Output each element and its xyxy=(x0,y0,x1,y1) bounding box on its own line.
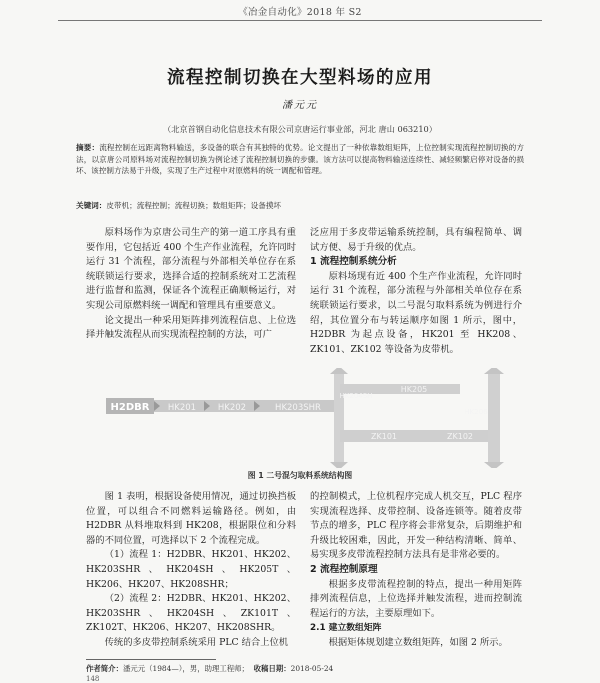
label-h2dbr: H2DBR xyxy=(110,402,150,413)
system-structure-figure xyxy=(84,368,524,468)
paragraph: （1）流程 1：H2DBR、HK201、HK202、HK203SHR、HK204SH、HK205T、HK206、HK207、HK208SHR； xyxy=(86,549,296,590)
subsection-heading: 2.1 建立数组矩阵 xyxy=(310,623,382,634)
label-hk204: HK204SH xyxy=(339,392,373,400)
section-heading: 2 流程控制原理 xyxy=(310,563,378,575)
footnote xyxy=(86,663,333,674)
vertical-band-right xyxy=(488,372,500,464)
label-hk206: HK206 xyxy=(464,408,488,416)
journal-header: 《冶金自动化》2018 年 S2 xyxy=(238,7,362,18)
article-title: 流程控制切换在大型料场的应用 xyxy=(167,68,433,88)
abstract-text: 流程控制在远距离物料输送，多设备的联合有其独特的优势。论文提出了一种依靠数组矩阵，上位控制实现流程控制切换的方法，以京唐公司原料场对流程控制切换为例论述了流程控制切换的步骤。该方法可以提高物料输送连续性、减轻频繁启停对设备的损坏、该控制方法易于升级，实现了生产过程中对原燃料的统一调配和管理。 xyxy=(76,143,525,176)
paragraph: 根据矩体规划建立数组矩阵，如图 2 所示。 xyxy=(328,636,508,648)
paragraph: 论文提出一种采用矩阵排列流程信息、上位选择并触发流程从而实现流程控制的方法，可广 xyxy=(86,314,296,341)
figure-background xyxy=(84,368,524,468)
paragraph: 原料场作为京唐公司生产的第一道工序具有重要作用，它包括近 400 个生产作业流程，允许同时运行 31 个流程，部分流程与外部相关单位存在系统联锁运行要求，选择合适的控制系统对工艺流程进行监督和监测，保证各个流程正确顺畅运行，对实现公司原燃料统一调配和管理具有重要意义。 xyxy=(86,227,296,311)
label-zk102: ZK102 xyxy=(447,432,473,441)
author: 潘元元 xyxy=(282,100,318,111)
footnote-rule xyxy=(86,659,216,660)
paragraph: 传统的多皮带控制系统采用 PLC 结合上位机 xyxy=(104,636,289,648)
column-right-top xyxy=(310,226,522,357)
footnote-label: 作者简介： xyxy=(86,664,123,673)
section-heading: 1 流程控制系统分析 xyxy=(310,256,397,268)
paragraph: 根据多皮带流程控制的特点，提出一种用矩阵排列流程信息，上位选择并触发流程，进而控制流程运行的方法，主要原理如下。 xyxy=(310,578,522,619)
label-hk203: HK203SHR xyxy=(275,403,321,413)
paragraph: 的控制模式，上位机程序完成人机交互，PLC 程序实现流程选择、皮带控制、设备连锁等。随着皮带节点的增多，PLC 程序将会非常复杂，后期维护和升级比较困难，因此，开发一种结构清晰、简单、易实现多皮带流程控制方法具有是非常必要的。 xyxy=(310,491,522,561)
paragraph: 原料场现有近 400 个生产作业流程，允许同时运行 31 个流程，部分流程与外部相关单位存在系统联锁运行要求，以二号混匀取料系统为例进行介绍，其位置分布与转运顺序如图 1 所示，图中，H2DBR 为起点设备，HK201 至 HK208、ZK101、ZK102 等设备为皮带机。 xyxy=(310,270,522,355)
keywords-text: 皮带机；流程控制；流程切换；数组矩阵；设备摸坏 xyxy=(106,201,282,210)
footnote-text: 潘元元（1984—），男，助理工程师； xyxy=(122,664,249,673)
column-right-bottom xyxy=(310,490,522,651)
affiliation: （北京首钢自动化信息技术有限公司京唐运行事业部，河北 唐山 063210） xyxy=(163,124,437,134)
received-label: 收稿日期： xyxy=(253,664,291,673)
abstract xyxy=(76,142,524,177)
column-left-top xyxy=(86,226,296,343)
label-hk205: HK205 xyxy=(400,385,428,394)
paragraph: （2）流程 2：H2DBR、HK201、HK202、HK203SHR、HK204SH、ZK101T、ZK102T、HK206、HK207、HK208SHR。 xyxy=(86,593,296,634)
page-number: 148 xyxy=(86,675,100,683)
paragraph: 泛应用于多皮带运输系统控制，具有编程简单、调试方便、易于升级的优点。 xyxy=(310,227,522,253)
figure-caption: 图 1 二号混匀取料系统结构图 xyxy=(247,471,353,480)
header-rule xyxy=(58,20,542,21)
keywords-label: 关键词： xyxy=(76,201,107,210)
keywords xyxy=(76,200,524,211)
received-date: 2018-05-24 xyxy=(290,664,334,673)
label-hk201: HK201 xyxy=(167,403,197,413)
paragraph: 图 1 表明，根据设备使用情况，通过切换挡板位置，可以组合不同燃料运输路径。例如，由 H2DBR 从料堆取料到 HK208，根据限位和分料器的不同位置，可选择以下 2 个流程完成。 xyxy=(86,491,296,546)
abstract-label: 摘要： xyxy=(76,143,100,152)
label-zk101: ZK101 xyxy=(371,432,397,441)
label-hk202: HK202 xyxy=(217,403,247,413)
column-left-bottom xyxy=(86,490,296,651)
